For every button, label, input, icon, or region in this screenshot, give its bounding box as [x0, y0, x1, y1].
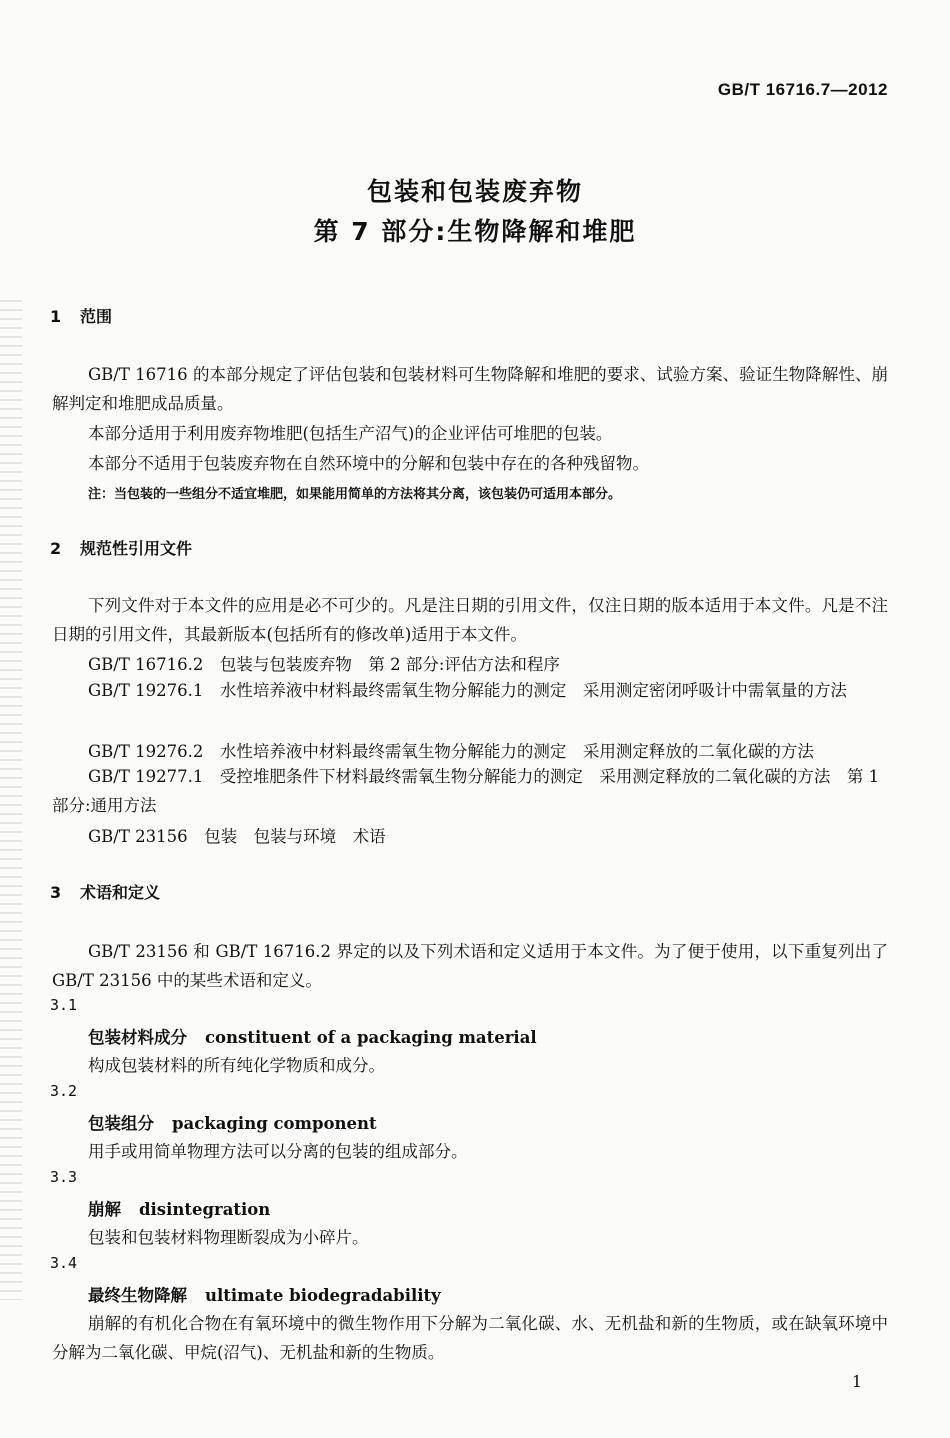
term-zh: 包装材料成分	[88, 1028, 187, 1047]
section-1-paragraph-1: GB/T 16716 的本部分规定了评估包装和包装材料可生物降解和堆肥的要求、试验方案、验证生物降解性、崩解判定和堆肥成品质量。	[52, 365, 888, 413]
scan-edge-artifact	[0, 300, 22, 1300]
section-3-intro: GB/T 23156 和 GB/T 16716.2 界定的以及下列术语和定义适用于本文件。为了便于使用，以下重复列出了 GB/T 23156 中的某些术语和定义。	[52, 942, 888, 990]
term-number: 3.1	[50, 996, 78, 1014]
term-en: disintegration	[139, 1200, 271, 1219]
term-zh: 最终生物降解	[88, 1286, 187, 1305]
reference-item: GB/T 19276.1 水性培养液中材料最终需氧生物分解能力的测定 采用测定密闭呼吸计中需氧量的方法	[88, 681, 847, 700]
term-definition: 构成包装材料的所有纯化学物质和成分。	[88, 1056, 385, 1075]
section-number: 2	[50, 539, 62, 558]
term-en: ultimate biodegradability	[205, 1286, 441, 1305]
reference-item: GB/T 19277.1 受控堆肥条件下材料最终需氧生物分解能力的测定 采用测定释放的二氧化碳的方法 第 1 部分:通用方法	[52, 767, 880, 815]
term-definition: 用手或用简单物理方法可以分离的包装的组成部分。	[88, 1142, 468, 1161]
section-2-heading	[50, 536, 192, 559]
section-1-paragraph-2: 本部分适用于利用废弃物堆肥(包括生产沼气)的企业评估可堆肥的包装。	[88, 424, 613, 443]
reference-item: GB/T 19276.2 水性培养液中材料最终需氧生物分解能力的测定 采用测定释放的二氧化碳的方法	[88, 742, 814, 761]
term-heading	[88, 1024, 537, 1048]
section-1-note: 注：当包装的一些组分不适宜堆肥，如果能用简单的方法将其分离，该包装仍可适用本部分。	[88, 487, 622, 502]
section-title: 规范性引用文件	[80, 539, 193, 558]
page-number: 1	[851, 1372, 862, 1391]
standard-code: GB/T 16716.7—2012	[717, 80, 888, 99]
section-3-heading	[50, 880, 160, 903]
term-number: 3.3	[50, 1168, 78, 1186]
term-heading	[88, 1282, 441, 1306]
term-en: packaging component	[172, 1114, 377, 1133]
section-number: 1	[50, 307, 62, 326]
term-definition: 包装和包装材料物理断裂成为小碎片。	[88, 1228, 369, 1247]
term-zh: 崩解	[88, 1200, 121, 1219]
term-en: constituent of a packaging material	[205, 1028, 537, 1047]
term-heading	[88, 1110, 377, 1134]
term-number: 3.2	[50, 1082, 78, 1100]
document-title-line2: 第 7 部分:生物降解和堆肥	[313, 217, 637, 246]
section-title: 术语和定义	[80, 883, 161, 902]
section-title: 范围	[80, 307, 113, 326]
section-number: 3	[50, 883, 62, 902]
term-definition: 崩解的有机化合物在有氧环境中的微生物作用下分解为二氧化碳、水、无机盐和新的生物质，或在缺氧环境中分解为二氧化碳、甲烷(沼气)、无机盐和新的生物质。	[52, 1314, 888, 1362]
term-zh: 包装组分	[88, 1114, 154, 1133]
term-heading	[88, 1196, 270, 1220]
term-number: 3.4	[50, 1254, 78, 1272]
section-1-paragraph-3: 本部分不适用于包装废弃物在自然环境中的分解和包装中存在的各种残留物。	[88, 454, 649, 473]
section-1-heading	[50, 304, 112, 327]
reference-item: GB/T 23156 包装 包装与环境 术语	[88, 827, 386, 846]
document-title-line1: 包装和包装废弃物	[366, 177, 583, 206]
section-2-intro: 下列文件对于本文件的应用是必不可少的。凡是注日期的引用文件，仅注日期的版本适用于本文件。凡是不注日期的引用文件，其最新版本(包括所有的修改单)适用于本文件。	[52, 596, 888, 644]
reference-item: GB/T 16716.2 包装与包装废弃物 第 2 部分:评估方法和程序	[88, 655, 560, 674]
